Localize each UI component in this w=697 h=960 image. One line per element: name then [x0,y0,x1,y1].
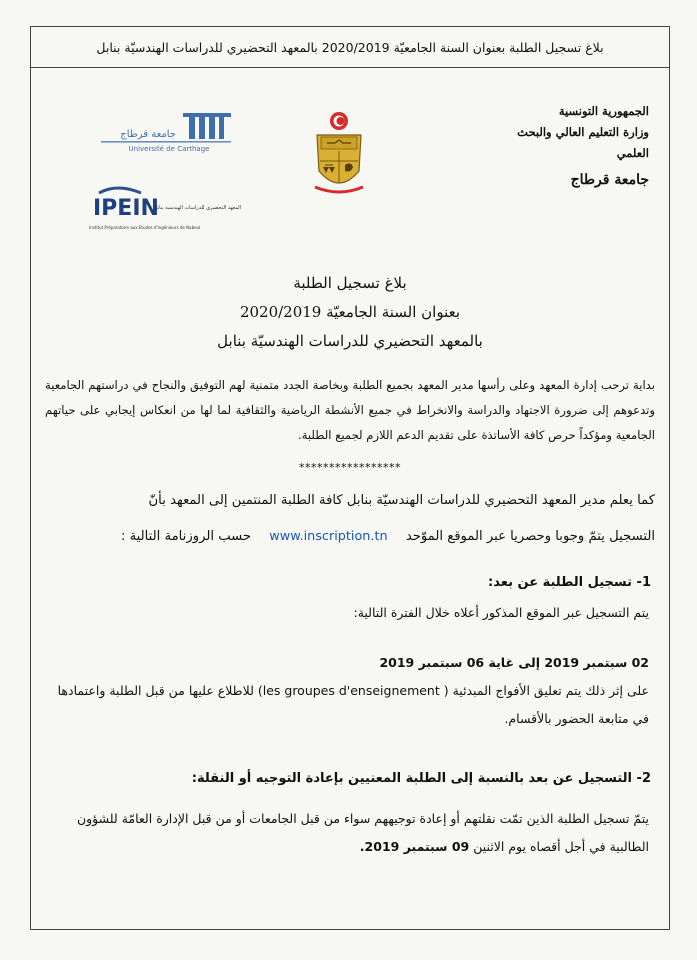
section-1-dates: 02 سبتمبر 2019 إلى غاية 06 سبتمبر 2019 [379,655,649,670]
ministry-block [489,101,649,191]
republic-label: الجمهورية التونسية [558,104,649,118]
announcement-line-2 [45,519,655,555]
ipein-logo-name: IPEIN [93,196,159,221]
announcement-line-1: كما يعلم مدير المعهد التحضيري للدراسات الهندسيّة بنابل كافة الطلبة المنتمين إلى المعهد بأنّ [148,493,655,508]
tunisia-emblem-icon [309,109,369,201]
carthage-university-logo [81,111,241,163]
section-1-text: يتم التسجيل عبر الموقع المذكور أعلاه خلال الفترة التالية: [353,605,649,620]
title-line-3: بالمعهد التحضيري للدراسات الهندسيّة بنابل [217,332,483,350]
ipein-logo [81,185,251,241]
ipein-logo-french: Institut Préparatoire aux Etudes d'Ingénieurs de Nabeul [89,225,201,230]
section-1-groups-text: على إثر ذلك يتم تعليق الأفواج المبدئية ( les groupes d'enseignement) للاطلاع عليها من قبل الطلبة واعتمادها في متابعة الحضور بالأقسام. [57,683,649,726]
carthage-logo-french: Université de Carthage [128,145,210,153]
announcement-text-b: حسب الروزنامة التالية : [120,529,252,544]
separator-stars: ***************** [299,461,401,474]
announcement-text-a: التسجيل يتمّ وجوبا وحصريا عبر الموقع الموّحد [405,529,655,544]
intro-paragraph: بداية ترحب إدارة المعهد وعلى رأسها مدير المعهد بجميع الطلبة وبخاصة الجدد متمنية لهم التوفيق والنجاح في دراستهم الجامعية وتدعوهم إلى ضرورة الاجتهاد والدراسة والانخراط في جميع الأنشطة الرياضية والثقافية لما لها من انعكاس إيجابي على حياتهم الجامعية ومؤكداً حرص كافة الأساتذة على تقديم الدعم اللازم لجميع الطلبة. [45,378,655,442]
title-line-2: بعنوان السنة الجامعيّة 2020/2019 [239,303,461,321]
notice-title [31,269,669,356]
header-title: بلاغ تسجيل الطلبة بعنوان السنة الجامعيّة 2020/2019 بالمعهد التحضيري للدراسات الهندسيّة بنابل [96,39,604,55]
section-2-text-a: يتمّ تسجيل الطلبة الذين تمّت نقلتهم أو إعادة توجيههم سواء من قبل الجامعات أو من قبل الإدارة العامّة للشؤون الطالبية في أجل أقصاه يوم الاثنين [76,811,649,854]
inscription-website-link[interactable]: www.inscription.tn [269,529,388,544]
section-1-heading: 1- تسجيل الطلبة عن بعد: [488,575,651,590]
document-frame [30,26,670,930]
title-line-1: بلاغ تسجيل الطلبة [293,274,407,292]
section-2-heading: 2- التسجيل عن بعد بالنسبة إلى الطلبة المعنيين بإعادة التوجيه أو النقلة: [191,771,651,786]
university-label: جامعة قرطاج [570,172,649,188]
carthage-logo-arabic: جامعة قرطاج [120,129,176,140]
announcement-paragraph [45,483,655,555]
header-banner [31,27,669,68]
ipein-logo-arabic: المعهد التحضيري للدراسات الهندسية بنابل [153,205,241,211]
section-2-text [45,805,649,861]
section-2-deadline: 09 سبتمبر 2019. [359,839,470,854]
ministry-label: وزارة التعليم العالي والبحث العلمي [517,125,649,160]
